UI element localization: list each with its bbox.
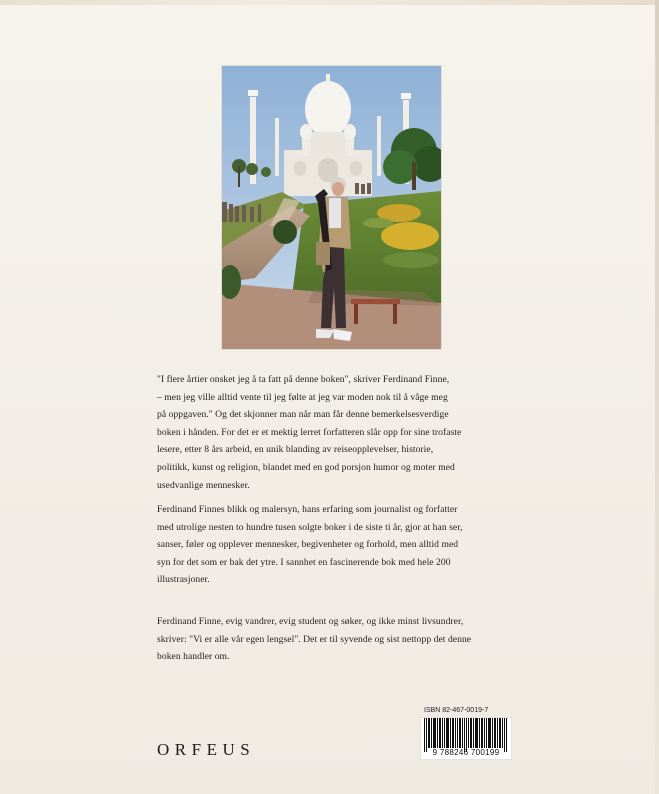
taj-mahal-photo-icon (222, 66, 441, 349)
paragraph-line: på oppgaven." Og det skjonner man når man får denne bemerkelsesverdige (157, 409, 449, 421)
paragraph-line: syn for det som er bak det ytre. I sannhet en fascinerende bok med hele 200 (157, 556, 451, 568)
paragraph-line: "I flere årtier onsket jeg å ta fatt på denne boken", skriver Ferdinand Finne, (157, 374, 450, 385)
author-paragraph-text (157, 501, 517, 589)
paragraph-line: Ferdinand Finne, evig vandrer, evig student og søker, og ikke minst livsundrer, (157, 616, 464, 627)
cover-right-edge (655, 0, 659, 794)
isbn-label: ISBN 82-467-0019-7 (424, 707, 489, 714)
author-paragraph (157, 501, 517, 589)
closing-paragraph-text (157, 613, 517, 666)
paragraph-line: – men jeg ville alltid vente til jeg følte at jeg var moden nok til å våge meg (157, 391, 448, 403)
cover-photo (222, 66, 441, 349)
paragraph-line: illustrasjoner. (157, 574, 210, 586)
paragraph-line: boken i hånden. For det er et mektig lerret forfatteren slår opp for sine trofaste (157, 426, 462, 438)
publisher-name: ORFEUS (157, 740, 256, 759)
closing-paragraph (157, 613, 517, 666)
barcode-icon (424, 718, 509, 752)
paragraph-line: politikk, kunst og religion, blandet med en god porsjon humor og moter med (157, 461, 455, 473)
paragraph-line: boken handler om. (157, 651, 230, 663)
paragraph-line: med utrolige nesten to hundre tusen solgte boker i de siste ti år, gjor at han ser, (157, 521, 463, 533)
barcode-number: 9 788246 700199 (432, 748, 500, 757)
paragraph-line: skriver: "Vi er alle vår egen lengsel". Det er til syvende og sist nettopp det denne (157, 633, 472, 645)
paragraph-line: Ferdinand Finnes blikk og malersyn, hans erfaring som journalist og forfatter (157, 504, 458, 515)
intro-paragraph (157, 371, 517, 494)
paragraph-line: sanser, føler og opplever mennesker, begivenheter og forhold, men alltid med (157, 539, 459, 551)
barcode (421, 718, 511, 759)
paragraph-line: usedvanlige mennesker. (157, 479, 250, 491)
cover-top-edge (0, 0, 659, 5)
intro-paragraph-text (157, 371, 517, 494)
paragraph-line: lesere, etter 8 års arbeid, en unik blanding av reiseopplevelser, historie, (157, 444, 434, 456)
